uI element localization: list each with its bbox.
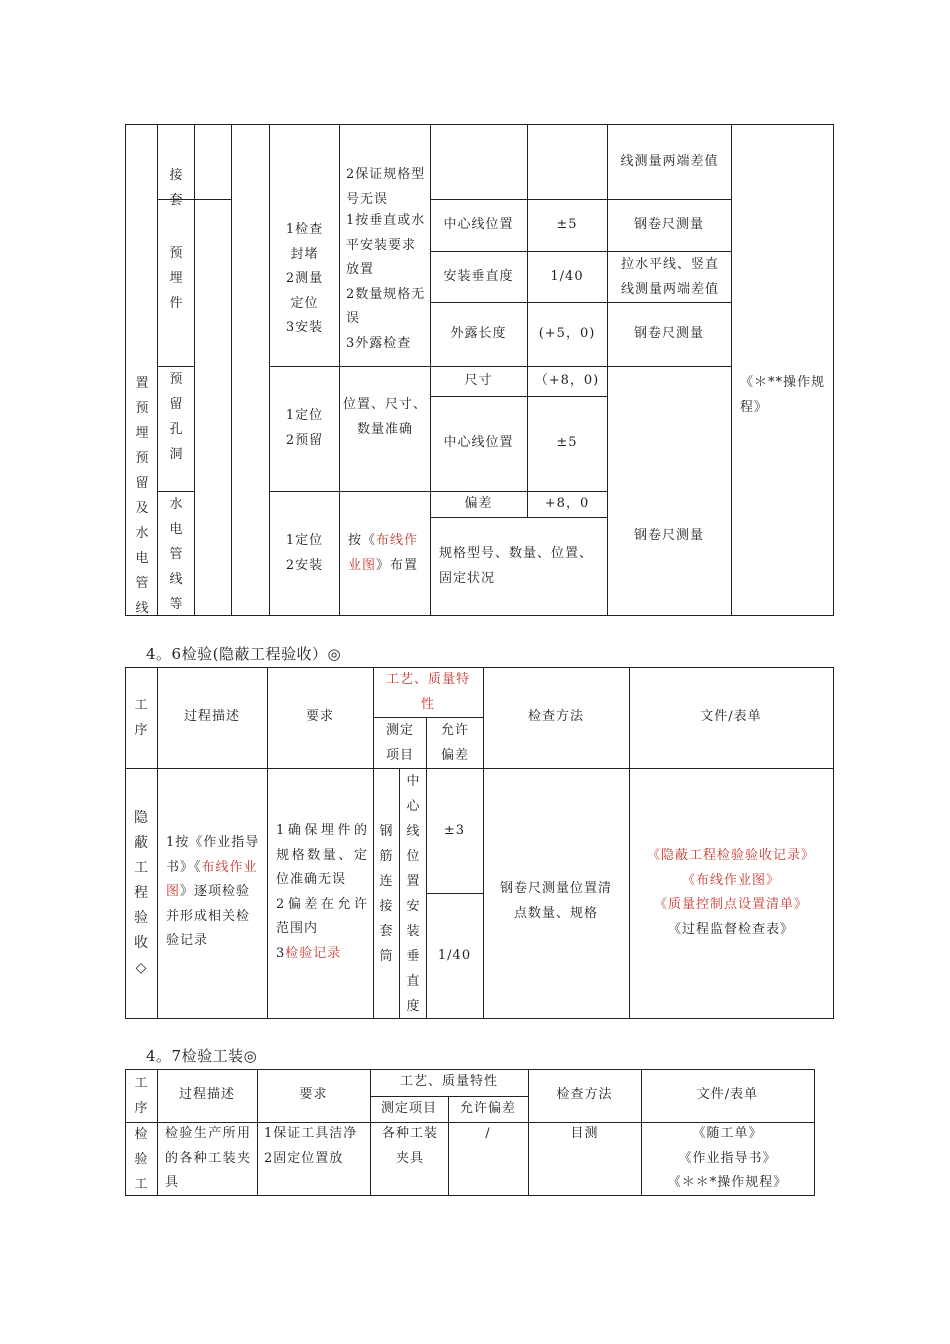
docs-tooling bbox=[641, 1122, 814, 1196]
header-desc: 过程描述 bbox=[178, 1087, 235, 1102]
header-desc: 过程描述 bbox=[183, 709, 240, 724]
header-req: 要求 bbox=[299, 1087, 328, 1102]
item-yuliukongdong: 预留孔洞 bbox=[169, 372, 183, 462]
req-yuliukongdong: 位置、尺寸、 数量准确 bbox=[342, 397, 427, 437]
header-tolerance: 允许偏差 bbox=[440, 723, 469, 763]
doc-quality-control-list[interactable]: 《质量控制点设置清单》 bbox=[653, 897, 808, 912]
item-jietao: 接套 bbox=[169, 168, 183, 208]
inspection-record-link[interactable]: 检验记录 bbox=[285, 945, 342, 961]
header-docs: 文件/表单 bbox=[700, 709, 762, 724]
header-proc: 工序 bbox=[134, 1076, 148, 1116]
measure-tol: （+8，0) bbox=[534, 373, 600, 388]
method-hidden-inspection: 钢卷尺测量位置清点数量、规格 bbox=[499, 881, 612, 921]
proc-hidden-inspection: 隐蔽工程验收◇ bbox=[134, 810, 148, 976]
doc-operating-procedure: 《＊＊*操作规程》 bbox=[667, 1175, 788, 1190]
measure-tol: (+5，0) bbox=[538, 326, 596, 341]
header-measure-item: 测定项目 bbox=[385, 723, 414, 763]
req-tooling: 1保证工具洁净 2固定位置放 bbox=[264, 1126, 358, 1166]
measure-tol: ±5 bbox=[556, 435, 578, 450]
header-quality: 工艺、质量特性 bbox=[399, 1074, 498, 1089]
measure-tol: +8，0 bbox=[544, 496, 590, 511]
header-method: 检查方法 bbox=[527, 709, 584, 724]
measure-method: 钢卷尺测量 bbox=[633, 217, 704, 232]
header-proc: 工序 bbox=[134, 698, 148, 738]
measure-name: 中心线位置 bbox=[443, 435, 514, 450]
doc-work-order: 《随工单》 bbox=[692, 1126, 763, 1141]
measure-name: 中心线位置 bbox=[443, 217, 514, 232]
layout-drawing-link[interactable]: 布线作业图 bbox=[166, 859, 258, 899]
tol-tooling: / bbox=[485, 1126, 491, 1141]
steps-shuidianguanxian: 1定位 2安装 bbox=[285, 533, 324, 573]
item-yumaijian: 预埋件 bbox=[169, 246, 183, 311]
measure-name: 偏差 bbox=[464, 496, 493, 511]
measure-name: 外露长度 bbox=[450, 326, 507, 341]
item-shuidianguanxian: 水电管线等 bbox=[169, 497, 183, 612]
req-jietao: 2保证规格型号无误 bbox=[346, 167, 426, 207]
measure-method: 钢卷尺测量 bbox=[633, 326, 704, 341]
req-shuidianguanxian: 按《布线作业图》布置 bbox=[348, 533, 419, 573]
measure-tol: 1/40 bbox=[550, 269, 584, 284]
doc-procedure: 《＊**操作规程》 bbox=[740, 375, 826, 415]
steps-yuliukongdong: 1定位 2预留 bbox=[285, 408, 324, 448]
doc-hidden-inspection-record[interactable]: 《隐蔽工程检验验收记录》 bbox=[646, 848, 815, 863]
measure-method: 拉水平线、竖直线测量两端差值 bbox=[620, 257, 719, 297]
header-req: 要求 bbox=[305, 709, 334, 724]
sub-verticality: 安装垂直度 bbox=[406, 899, 420, 1014]
method-top: 线测量两端差值 bbox=[620, 154, 719, 169]
method-tooling: 目测 bbox=[570, 1126, 599, 1141]
doc-work-instruction: 《作业指导书》 bbox=[678, 1150, 777, 1166]
header-method: 检查方法 bbox=[556, 1087, 613, 1102]
proc-tooling: 检验工 bbox=[134, 1127, 148, 1192]
steps-yumaijian: 1检查 封堵 2测量 定位 3安装 bbox=[285, 222, 324, 335]
doc-process-supervision: 《过程监督检查表》 bbox=[667, 921, 794, 937]
section-4-6-title: 4。6检验(隐蔽工程验收）◎ bbox=[146, 645, 342, 663]
section-column-label: 置预埋预留及水电管线 bbox=[135, 376, 149, 616]
merged-check: 规格型号、数量、位置、固定状况 bbox=[439, 546, 594, 586]
section-4-7-title: 4。7检验工装◎ bbox=[146, 1047, 258, 1065]
header-measure-item: 测定项目 bbox=[380, 1101, 437, 1116]
measure-name: 安装垂直度 bbox=[443, 269, 514, 284]
req-yumaijian: 1按垂直或水平安装要求放置 2数量规格无误 3外露检查 bbox=[346, 213, 426, 351]
header-quality: 工艺、质量特性 bbox=[385, 672, 470, 712]
sub-center-line: 中心线位置 bbox=[406, 774, 420, 889]
tol-verticality: 1/40 bbox=[437, 948, 472, 963]
desc-hidden-inspection: 1按《作业指导书》《布线作业图》逐项检验并形成相关检验记录 bbox=[166, 835, 260, 948]
layout-drawing-link[interactable]: 布线作业图 bbox=[348, 533, 419, 573]
tol-center-line: ±3 bbox=[443, 823, 466, 838]
item-tooling: 各种工装夹具 bbox=[381, 1126, 438, 1166]
docs-hidden-inspection bbox=[629, 844, 833, 942]
header-docs: 文件/表单 bbox=[696, 1087, 759, 1102]
header-tolerance: 允许偏差 bbox=[459, 1101, 516, 1116]
doc-layout-drawing[interactable]: 《布线作业图》 bbox=[681, 872, 780, 888]
method-bottom: 钢卷尺测量 bbox=[633, 528, 704, 543]
item-rebar-sleeve: 钢筋连接套筒 bbox=[379, 824, 393, 964]
measure-tol: ±5 bbox=[556, 217, 578, 232]
measure-name: 尺寸 bbox=[464, 373, 493, 388]
desc-tooling: 检验生产所用的各种工装夹具 bbox=[165, 1126, 251, 1190]
req-hidden-inspection: 1确保埋件的规格数量、定位准确无误 2偏差在允许范围内 3检验记录 bbox=[276, 823, 368, 961]
